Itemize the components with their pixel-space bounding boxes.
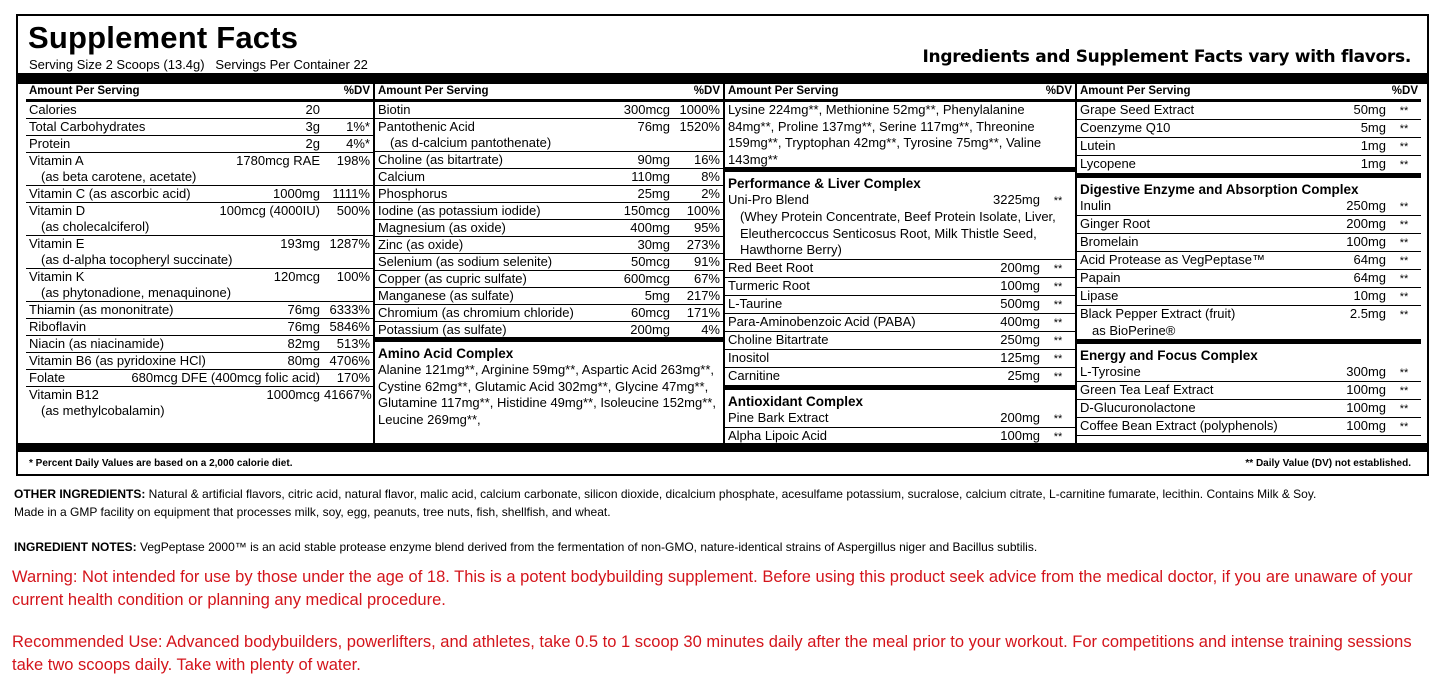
list-item (26, 319, 373, 336)
section-title-performance: Performance & Liver Complex (725, 167, 1075, 192)
footnote-daily-values: * Percent Daily Values are based on a 2,000 calorie diet. (29, 458, 293, 469)
header-dv: %DV (1391, 85, 1418, 97)
list-item (1077, 418, 1421, 436)
nutrient-name: Vitamin E (29, 236, 85, 251)
list-item (375, 152, 723, 169)
nutrient-dv: 500% (336, 203, 370, 218)
list-item (725, 192, 1075, 209)
list-item (375, 237, 723, 254)
nutrient-name: Inositol (728, 349, 770, 365)
nutrient-amount: 1000mcg (266, 387, 320, 402)
footnote-dv-not-established: ** Daily Value (DV) not established. (1245, 458, 1411, 469)
nutrient-amount: 200mg (630, 322, 670, 337)
nutrient-source: (as phytonadione, menaquinone) (26, 285, 373, 302)
warning-text: Warning: Not intended for use by those under the age of 18. This is a potent bodybuilding supplement. Before using this product seek advice from the medical doctor, if you are unaware of your current health condition or planning any medical procedure. (12, 568, 1413, 609)
nutrient-source: as BioPerine® (1077, 323, 1421, 340)
nutrient-dv: 513% (336, 336, 370, 351)
ingredient-notes-text: VegPeptase 2000™ is an acid stable protease enzyme blend derived from the fermentation of non-GMO, nature-identical strains of Aspergillus niger and Bacillus subtilis. (136, 540, 1038, 554)
list-item (375, 322, 723, 338)
list-item (26, 136, 373, 153)
nutrient-dv: 1520% (679, 119, 720, 134)
nutrient-amount: 25mg (1007, 367, 1040, 383)
list-item (1077, 306, 1421, 323)
section-title-antioxidant: Antioxidant Complex (725, 385, 1075, 410)
nutrient-name: Grape Seed Extract (1080, 102, 1195, 117)
nutrient-amount: 3g (305, 119, 320, 134)
nutrient-name: Acid Protease as VegPeptase™ (1080, 252, 1266, 267)
nutrient-amount: 76mg (287, 302, 320, 317)
nutrient-dv: ** (1053, 334, 1063, 347)
nutrient-amount: 76mg (287, 319, 320, 334)
list-item (26, 269, 373, 285)
nutrient-dv: ** (1399, 123, 1409, 135)
nutrient-name: Red Beet Root (728, 259, 814, 275)
nutrient-amount: 80mg (287, 353, 320, 368)
nutrient-amount: 200mg (1000, 409, 1040, 425)
list-item (26, 236, 373, 252)
list-item (26, 153, 373, 169)
nutrient-name: Calories (29, 102, 77, 117)
nutrient-list (725, 410, 1075, 446)
nutrient-amount: 150mcg (623, 203, 670, 218)
nutrient-dv: ** (1399, 421, 1409, 433)
nutrient-name: Thiamin (as mononitrate) (29, 302, 174, 317)
nutrient-dv: ** (1399, 201, 1409, 213)
nutrient-list (725, 260, 1075, 386)
supplement-facts-panel (16, 14, 1429, 476)
nutrient-amount: 600mcg (623, 271, 670, 286)
nutrient-amount: 100mg (1346, 418, 1386, 433)
list-item (725, 368, 1075, 386)
other-ingredients (14, 487, 1316, 501)
section-title-energy: Energy and Focus Complex (1077, 339, 1421, 364)
nutrient-amount: 200mg (1000, 259, 1040, 275)
nutrient-source: (as d-calcium pantothenate) (375, 135, 723, 152)
column-extracts (1075, 84, 1421, 443)
list-item (375, 203, 723, 220)
amino-text-continued: Lysine 224mg**, Methionine 52mg**, Phenylalanine 84mg**, Proline 137mg**, Serine 117mg**, Threonine 159mg**, Tryptophan 42mg**, Tyrosine 75mg**, Valine 143mg** (728, 102, 1042, 167)
list-item (1077, 288, 1421, 306)
nutrient-name: Phosphorus (378, 186, 448, 201)
amino-text: Alanine 121mg**, Arginine 59mg**, Aspartic Acid 263mg**, Cystine 62mg**, Glutamic Acid 302mg**, Glycine 47mg**, Glutamine 117mg**, Histidine 49mg**, Isoleucine 152mg**, Leucine 269mg**, (378, 362, 716, 427)
nutrient-name: Ginger Root (1080, 216, 1151, 231)
list-item (375, 271, 723, 288)
nutrient-amount: 100mg (1000, 277, 1040, 293)
nutrient-amount: 64mg (1353, 252, 1386, 267)
header-dv: %DV (343, 85, 370, 97)
nutrient-dv: ** (1053, 412, 1063, 425)
nutrient-dv: 67% (693, 271, 720, 286)
list-item (26, 302, 373, 319)
nutrient-dv: 170% (336, 370, 370, 385)
list-item (375, 254, 723, 271)
nutrient-dv: ** (1399, 273, 1409, 285)
list-item (1077, 198, 1421, 216)
list-item (375, 119, 723, 135)
nutrient-dv: 91% (693, 254, 720, 269)
nutrient-name: Papain (1080, 270, 1121, 285)
nutrient-amount: 3225mg (993, 192, 1040, 207)
nutrient-amount: 1780mcg RAE (236, 153, 320, 168)
nutrient-amount: 100mg (1346, 400, 1386, 415)
list-item (725, 296, 1075, 314)
nutrient-amount: 50mg (1353, 102, 1386, 117)
nutrient-amount: 60mcg (630, 305, 670, 320)
nutrient-name: Black Pepper Extract (fruit) (1080, 306, 1236, 321)
nutrient-name: Potassium (as sulfate) (378, 322, 507, 337)
list-item (375, 102, 723, 119)
list-item (725, 332, 1075, 350)
list-item (1077, 382, 1421, 400)
nutrient-name: Copper (as cupric sulfate) (378, 271, 527, 286)
header-amount: Amount Per Serving (378, 85, 489, 97)
nutrient-amount: 193mg (280, 236, 320, 251)
list-item (26, 119, 373, 136)
nutrient-amount: 400mg (1000, 313, 1040, 329)
header-amount: Amount Per Serving (728, 85, 839, 97)
nutrient-amount: 200mg (1346, 216, 1386, 231)
header-amount: Amount Per Serving (29, 85, 140, 97)
column-header (375, 84, 723, 102)
nutrient-dv: ** (1053, 352, 1063, 365)
nutrient-dv: 1287% (329, 236, 370, 251)
nutrient-amount: 2g (305, 136, 320, 151)
nutrient-dv: ** (1053, 430, 1063, 443)
nutrient-dv: ** (1399, 291, 1409, 303)
nutrient-amount: 100mcg (4000IU) (219, 203, 320, 218)
other-ingredients-label: OTHER INGREDIENTS: (14, 487, 146, 501)
column-header (725, 84, 1075, 102)
nutrient-name: Inulin (1080, 198, 1112, 213)
column-header (1077, 84, 1421, 102)
nutrient-amount: 82mg (287, 336, 320, 351)
nutrient-name: D-Glucuronolactone (1080, 400, 1196, 415)
nutrient-amount: 25mg (637, 186, 670, 201)
nutrient-dv: ** (1053, 262, 1063, 275)
nutrient-dv: ** (1399, 141, 1409, 153)
nutrient-dv: 6333% (329, 302, 370, 317)
nutrient-amount: 250mg (1000, 331, 1040, 347)
nutrient-amount: 110mg (631, 169, 670, 184)
nutrient-dv: ** (1399, 219, 1409, 231)
nutrient-name: Green Tea Leaf Extract (1080, 382, 1214, 397)
nutrient-source: (as beta carotene, acetate) (26, 169, 373, 186)
nutrient-dv: ** (1053, 316, 1063, 329)
list-item (375, 288, 723, 305)
nutrient-name: Manganese (as sulfate) (378, 288, 514, 303)
nutrient-dv: ** (1053, 280, 1063, 293)
nutrient-name: Coffee Bean Extract (polyphenols) (1080, 418, 1278, 433)
nutrient-list (1077, 198, 1421, 340)
nutrient-dv: 4706% (329, 353, 370, 368)
list-item (26, 203, 373, 219)
nutrient-dv: ** (1399, 385, 1409, 397)
nutrient-amount: 125mg (1000, 349, 1040, 365)
bottom-rule (18, 443, 1427, 452)
list-item (26, 186, 373, 203)
list-item (725, 350, 1075, 368)
nutrient-amount: 90mg (637, 152, 670, 167)
nutrient-name: Vitamin K (29, 269, 85, 284)
nutrient-amount: 1mg (1360, 138, 1386, 153)
list-item (26, 336, 373, 353)
vary-note: Ingredients and Supplement Facts vary with flavors. (922, 47, 1411, 67)
nutrient-source: (as cholecalciferol) (26, 219, 373, 236)
nutrient-name: Chromium (as chromium chloride) (378, 305, 574, 320)
list-item (1077, 216, 1421, 234)
list-item (26, 370, 373, 387)
list-item (725, 278, 1075, 296)
nutrient-amount: 100mg (1346, 234, 1386, 249)
nutrient-name: Vitamin B6 (as pyridoxine HCl) (29, 353, 206, 368)
nutrient-amount: 1000mg (273, 186, 320, 201)
nutrient-name: Protein (29, 136, 71, 151)
nutrient-amount: 5mg (1360, 120, 1386, 135)
nutrient-dv: ** (1399, 403, 1409, 415)
nutrient-dv: 273% (686, 237, 720, 252)
list-item (1077, 138, 1421, 156)
nutrient-dv: 8% (701, 169, 720, 184)
header-dv: %DV (1045, 85, 1072, 97)
ingredient-notes (14, 540, 1037, 554)
nutrient-list (1077, 102, 1421, 174)
nutrient-name: Zinc (as oxide) (378, 237, 464, 252)
list-item (1077, 400, 1421, 418)
column-header (26, 84, 373, 102)
list-item (1077, 364, 1421, 382)
nutrient-dv: 4% (701, 322, 720, 337)
nutrient-name: Total Carbohydrates (29, 119, 146, 134)
column-minerals (373, 84, 723, 443)
nutrient-source: (as d-alpha tocopheryl succinate) (26, 252, 373, 269)
nutrient-name: L-Tyrosine (1080, 364, 1141, 379)
list-item (1077, 102, 1421, 120)
nutrient-amount: 10mg (1353, 288, 1386, 303)
nutrient-dv: 95% (693, 220, 720, 235)
nutrient-dv: ** (1053, 195, 1063, 207)
top-rule (18, 73, 1427, 84)
nutrient-name: Calcium (378, 169, 425, 184)
nutrient-amount: 1mg (1360, 156, 1386, 171)
nutrient-dv: ** (1399, 237, 1409, 249)
list-item (26, 387, 373, 403)
nutrient-dv: ** (1053, 298, 1063, 311)
nutrient-dv: ** (1399, 367, 1409, 379)
nutrient-amount: 500mg (1000, 295, 1040, 311)
nutrient-name: Vitamin C (as ascorbic acid) (29, 186, 191, 201)
nutrient-name: Magnesium (as oxide) (378, 220, 506, 235)
nutrient-name: L-Taurine (728, 295, 783, 311)
nutrient-name: Selenium (as sodium selenite) (378, 254, 553, 269)
nutrient-dv: 1%* (346, 119, 370, 134)
nutrient-dv: ** (1399, 255, 1409, 267)
list-item (725, 410, 1075, 428)
nutrient-amount: 50mcg (630, 254, 670, 269)
nutrient-amount: 2.5mg (1349, 306, 1386, 321)
list-item (1077, 252, 1421, 270)
nutrient-dv: 100% (336, 269, 370, 284)
nutrient-name: Alpha Lipoic Acid (728, 427, 828, 443)
nutrient-name: Para-Aminobenzoic Acid (PABA) (728, 313, 916, 329)
header-amount: Amount Per Serving (1080, 85, 1191, 97)
column-complexes (723, 84, 1075, 443)
nutrient-name: Pantothenic Acid (378, 119, 475, 134)
nutrient-list (26, 102, 373, 419)
list-item (26, 353, 373, 370)
nutrient-dv: ** (1399, 159, 1409, 171)
nutrient-dv: ** (1053, 370, 1063, 383)
list-item (375, 220, 723, 237)
nutrient-amount: 680mcg DFE (400mcg folic acid) (131, 370, 320, 385)
nutrient-name: Vitamin A (29, 153, 84, 168)
nutrient-dv: 171% (686, 305, 720, 320)
list-item (1077, 120, 1421, 138)
nutrient-dv: 2% (701, 186, 720, 201)
nutrient-amount: 120mcg (273, 269, 320, 284)
list-item (1077, 270, 1421, 288)
nutrient-name: Bromelain (1080, 234, 1139, 249)
list-item (375, 169, 723, 186)
nutrient-amount: 250mg (1346, 198, 1386, 213)
nutrient-dv: 1000% (679, 102, 720, 117)
nutrient-dv: 5846% (329, 319, 370, 334)
list-item (375, 186, 723, 203)
recommended-use-text: Recommended Use: Advanced bodybuilders, powerlifters, and athletes, take 0.5 to 1 scoop 30 minutes daily after the meal prior to your workout. For competitions and intense training sessions take two scoops daily. Take with plenty of water. (12, 633, 1412, 674)
list-item (725, 260, 1075, 278)
ingredient-notes-label: INGREDIENT NOTES: (14, 540, 137, 554)
list-item (1077, 156, 1421, 174)
nutrient-name: Lycopene (1080, 156, 1136, 171)
nutrient-dv: ** (1399, 105, 1409, 117)
nutrient-amount: 30mg (637, 237, 670, 252)
nutrient-dv: 198% (336, 153, 370, 168)
nutrient-amount: 300mcg (623, 102, 670, 117)
nutrient-name: Choline Bitartrate (728, 331, 829, 347)
nutrient-name: Lutein (1080, 138, 1116, 153)
nutrient-dv: 16% (693, 152, 720, 167)
nutrient-name: Lipase (1080, 288, 1119, 303)
nutrient-name: Pine Bark Extract (728, 409, 829, 425)
column-vitamins (26, 84, 373, 443)
nutrient-list (1077, 364, 1421, 436)
nutrient-amount: 20 (305, 102, 320, 117)
nutrient-name: Turmeric Root (728, 277, 810, 293)
list-item (26, 102, 373, 119)
nutrient-dv: 41667% (324, 387, 372, 402)
nutrient-name: Vitamin D (29, 203, 86, 218)
list-item (1077, 234, 1421, 252)
list-item (375, 305, 723, 322)
nutrient-amount: 64mg (1353, 270, 1386, 285)
header-dv: %DV (693, 85, 720, 97)
nutrient-amount: 300mg (1346, 364, 1386, 379)
nutrient-name: Carnitine (728, 367, 781, 383)
section-title-amino: Amino Acid Complex (375, 337, 723, 362)
section-title-digestive: Digestive Enzyme and Absorption Complex (1077, 173, 1421, 198)
serving-info: Serving Size 2 Scoops (13.4g) Servings Per Container 22 (29, 57, 368, 72)
nutrient-name: Biotin (378, 102, 411, 117)
nutrient-amount: 100mg (1346, 382, 1386, 397)
panel-title: Supplement Facts (28, 20, 299, 55)
nutrient-dv: 217% (686, 288, 720, 303)
nutrient-name: Choline (as bitartrate) (378, 152, 503, 167)
nutrient-amount: 400mg (630, 220, 670, 235)
other-ingredients-text: Natural & artificial flavors, citric acid, natural flavor, malic acid, calcium carbonate, silicon dioxide, dicalcium phosphate, acesulfame potassium, sucralose, calcium citrate, L-carnitine fumarate, lecithin. Contains Milk & Soy. (145, 487, 1317, 501)
nutrient-source: (as methylcobalamin) (41, 403, 165, 418)
nutrient-dv: 1111% (332, 186, 370, 201)
nutrient-name: Vitamin B12 (29, 387, 99, 402)
list-item (725, 314, 1075, 332)
nutrient-dv: ** (1399, 309, 1409, 321)
nutrient-amount: 100mg (1000, 427, 1040, 443)
nutrient-list (375, 102, 723, 338)
nutrient-dv: 4%* (346, 136, 370, 151)
nutrient-name: Folate (29, 370, 66, 385)
nutrient-amount: 76mg (637, 119, 670, 134)
nutrient-dv: 100% (686, 203, 720, 218)
facility-note: Made in a GMP facility on equipment that processes milk, soy, egg, peanuts, tree nuts, fish, shellfish, and wheat. (14, 505, 611, 519)
nutrient-name: Coenzyme Q10 (1080, 120, 1171, 135)
nutrient-name: Iodine (as potassium iodide) (378, 203, 541, 218)
nutrient-name: Niacin (as niacinamide) (29, 336, 165, 351)
nutrient-name: Uni-Pro Blend (728, 192, 809, 207)
nutrient-amount: 5mg (644, 288, 670, 303)
blend-description: (Whey Protein Concentrate, Beef Protein Isolate, Liver, Eleuthercoccus Senticosus Root, Milk Thistle Seed, Hawthorne Berry) (725, 209, 1075, 260)
nutrient-name: Riboflavin (29, 319, 87, 334)
